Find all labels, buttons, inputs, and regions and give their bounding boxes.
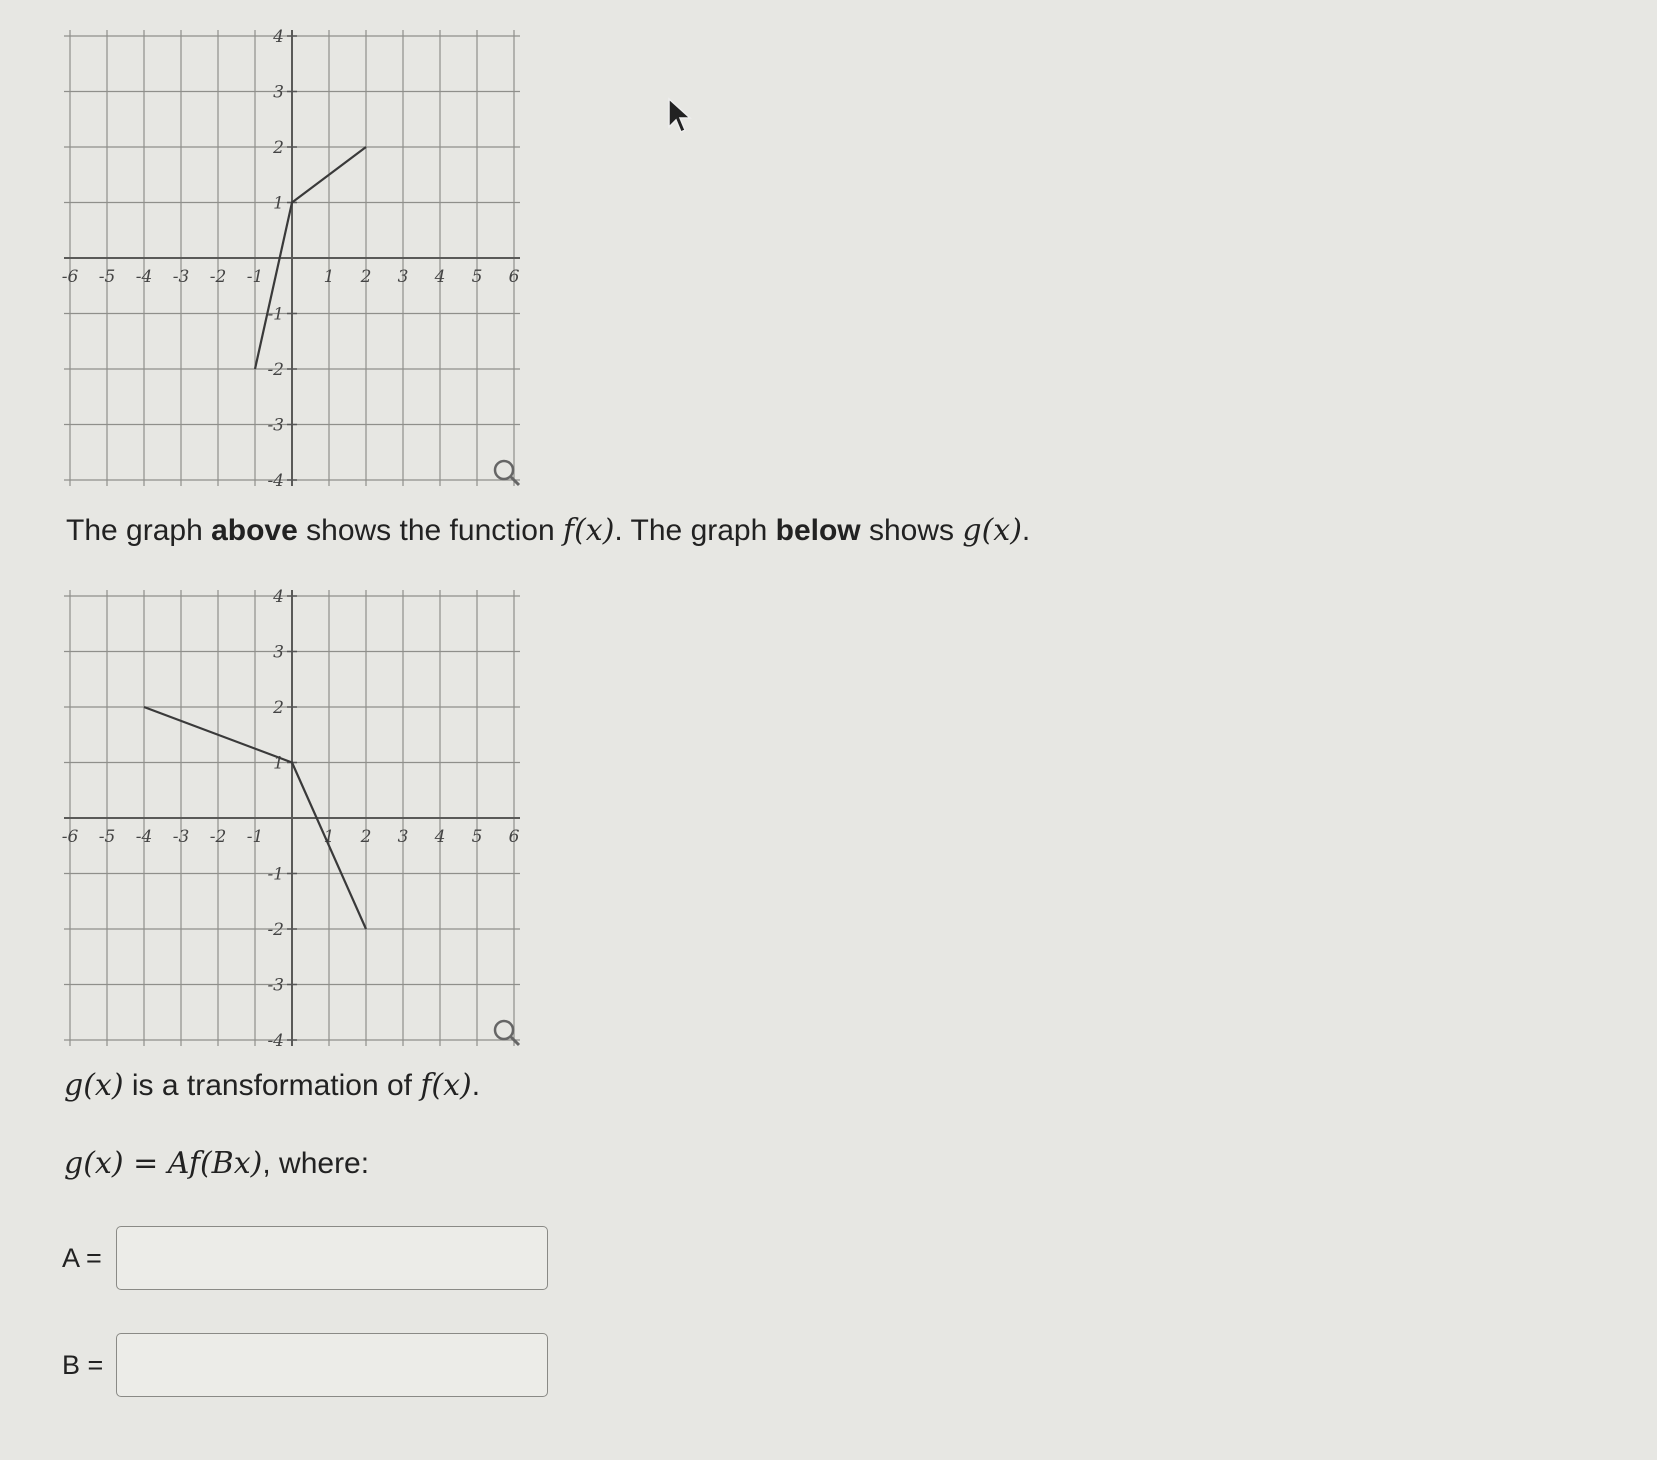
field-row-a [62, 1226, 548, 1290]
graph-g-x-tick-label: -3 [172, 827, 190, 847]
graph-f-y-tick-label: -3 [267, 415, 284, 436]
magnifier-lens [495, 1021, 513, 1039]
graph-f-y-tick-label: -4 [267, 471, 284, 488]
statement-transformation [64, 1068, 480, 1103]
statement-text: , where: [262, 1147, 370, 1180]
graph-g-y-tick-label: -2 [267, 920, 284, 940]
graph-g-x-tick-label: -5 [98, 827, 116, 847]
graph-g-x-tick-label: -1 [246, 827, 264, 847]
graph-g-x-tick-label: 5 [471, 827, 483, 847]
graph-f-x-tick-label: 6 [508, 267, 520, 287]
statement-text: . [471, 1069, 481, 1102]
graph-f-x-tick-label: 3 [397, 267, 409, 287]
graph-g-x-tick-label: -6 [62, 827, 79, 847]
graph-g-x-tick-label: 6 [508, 827, 520, 847]
graph-f-x-tick-label: -6 [62, 267, 79, 287]
statement-text: shows the function [297, 514, 563, 547]
graph-g-y-tick-label: -4 [267, 1031, 284, 1048]
graph-f-y-tick-label: 3 [273, 82, 284, 103]
statement-text: The graph [66, 514, 212, 547]
graph-f-x-tick-label: -1 [246, 267, 264, 287]
field-b-label: B = [62, 1349, 104, 1380]
graph-f-x-tick-label: -3 [172, 267, 190, 287]
mouse-pointer-icon [667, 97, 693, 135]
graph-g [62, 588, 522, 1048]
magnifier-icon[interactable] [495, 461, 519, 485]
statement-graphs [66, 513, 1030, 548]
graph-f-y-tick-label: -1 [267, 304, 284, 325]
graph-f-x-tick-label: 5 [471, 267, 483, 287]
field-a-input[interactable] [116, 1226, 548, 1290]
statement-text: . [1021, 514, 1031, 547]
graph-f [62, 28, 522, 488]
graph-f-x-tick-label: 1 [323, 267, 335, 287]
math-f-of-x: f(x) [562, 513, 615, 548]
graph-g-y-tick-label: 1 [273, 753, 284, 774]
field-row-b [62, 1333, 548, 1397]
statement-text: is a transformation of [123, 1069, 421, 1102]
math-g-of-x: g(x) [64, 1068, 124, 1103]
graph-f-y-tick-label: 4 [273, 28, 284, 47]
statement-bold-below: below [775, 514, 861, 547]
graph-f-svg [62, 28, 522, 488]
graph-g-x-tick-label: 1 [323, 827, 335, 847]
graph-f-y-tick-label: 2 [273, 138, 284, 158]
graph-f-x-tick-label: 2 [360, 267, 372, 287]
graph-g-y-tick-label: -1 [267, 864, 284, 885]
statement-text: shows [860, 514, 963, 547]
magnifier-icon[interactable] [495, 1021, 519, 1045]
graph-f-x-tick-label: -2 [209, 267, 227, 287]
graph-g-x-tick-label: 4 [434, 827, 446, 847]
magnifier-lens [495, 461, 513, 479]
graph-g-y-tick-label: 3 [273, 642, 284, 663]
statement-text: . The graph [614, 514, 776, 547]
math-g-of-x: g(x) [962, 513, 1022, 548]
graph-g-x-tick-label: 3 [397, 827, 409, 847]
graph-g-x-tick-label: -4 [135, 827, 153, 847]
graph-f-y-tick-label: 1 [273, 193, 284, 214]
magnifier-handle [511, 1037, 519, 1045]
graph-g-x-tick-label: 2 [360, 827, 372, 847]
statement-bold-above: above [211, 514, 298, 547]
graph-f-x-tick-label: 4 [434, 267, 446, 287]
field-b-input[interactable] [116, 1333, 548, 1397]
graph-f-y-tick-label: -2 [267, 360, 284, 380]
graph-f-x-tick-label: -4 [135, 267, 153, 287]
field-a-label: A = [62, 1242, 102, 1273]
math-f-of-x: f(x) [420, 1068, 472, 1103]
graph-g-y-tick-label: 2 [273, 698, 284, 718]
graph-g-x-tick-label: -2 [209, 827, 227, 847]
math-formula: g(x) = Af(Bx) [64, 1146, 263, 1181]
magnifier-handle [511, 477, 519, 485]
graph-g-y-tick-label: 4 [273, 588, 284, 607]
graph-g-y-tick-label: -3 [267, 975, 284, 996]
graph-f-x-tick-label: -5 [98, 267, 116, 287]
graph-g-svg [62, 588, 522, 1048]
statement-formula [64, 1146, 369, 1181]
